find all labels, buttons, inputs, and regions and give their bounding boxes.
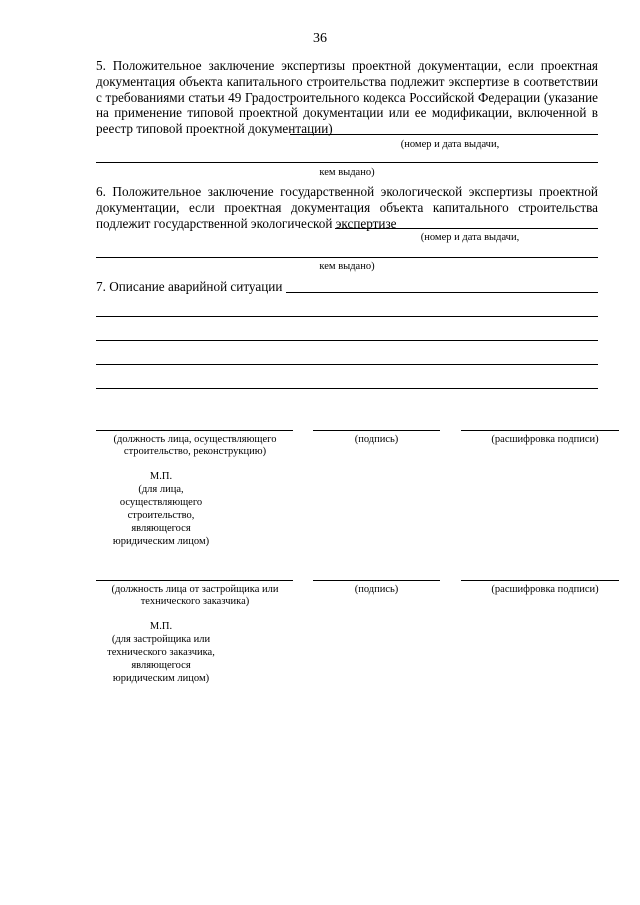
item-5-hint-issuer: кем выдано): [319, 167, 375, 178]
stamp-line: юридическим лицом): [112, 673, 210, 684]
item-5-text: [96, 58, 598, 137]
sign2-position-line[interactable]: [96, 580, 293, 581]
stamp-line: являющегося: [131, 523, 191, 534]
sign1-decoding-line[interactable]: [461, 430, 619, 431]
item-7-inline-field[interactable]: [286, 292, 598, 293]
stamp-line: М.П.: [149, 471, 173, 482]
item-6-hint-issuer: кем выдано): [319, 261, 375, 272]
item-7-line-2[interactable]: [96, 340, 598, 341]
sign1-signature-caption: (подпись): [354, 434, 399, 445]
stamp-line: (для застройщика или: [111, 634, 211, 645]
sign1-signature-line[interactable]: [313, 430, 440, 431]
stamp-line: (для лица,: [138, 484, 184, 495]
item-5-inline-field[interactable]: [290, 134, 598, 135]
item-7-line-3[interactable]: [96, 364, 598, 365]
stamp-line: юридическим лицом): [112, 536, 210, 547]
stamp-line: технического заказчика,: [107, 647, 215, 658]
item-5-field-line[interactable]: [96, 162, 598, 163]
sign2-signature-line[interactable]: [313, 580, 440, 581]
stamp-line: осуществляющего: [119, 497, 203, 508]
sign2-decoding-caption: (расшифровка подписи): [491, 584, 599, 595]
item-6-text: [96, 184, 598, 231]
page-number: 36: [313, 31, 327, 46]
sign2-decoding-line[interactable]: [461, 580, 619, 581]
sign1-stamp-note: [96, 470, 226, 548]
sign1-position-line[interactable]: [96, 430, 293, 431]
item-7-line-4[interactable]: [96, 388, 598, 389]
item-6-tail: подлежит государственной экологической экспертизе: [96, 215, 397, 231]
sign1-decoding-caption: (расшифровка подписи): [491, 434, 599, 445]
sign2-position-caption: (должность лица от застройщика или технического заказчика): [111, 584, 279, 607]
sign2-stamp-note: [96, 620, 226, 685]
stamp-line: являющегося: [131, 660, 191, 671]
item-6-field-line[interactable]: [96, 257, 598, 258]
item-5-tail: типовой проектной документации): [136, 121, 333, 137]
item-6-hint-number-date: (номер и дата выдачи,: [420, 232, 520, 243]
item-7-line-1[interactable]: [96, 316, 598, 317]
sign2-signature-caption: (подпись): [354, 584, 399, 595]
sign1-position-caption: (должность лица, осуществляющего строительство, реконструкцию): [113, 434, 277, 457]
stamp-line: строительство,: [127, 510, 195, 521]
stamp-line: М.П.: [149, 621, 173, 632]
item-5-body: 5. Положительное заключение экспертизы проектной документации, если проектная документация объекта капитального строительства подлежит экспертизе в соответствии с требованиями статьи 49 Градостроительного кодекса Российской Федерации (указание на применение типовой проектной документации или ее модификации, включенной в реестр: [96, 58, 598, 137]
item-5-hint-number-date: (номер и дата выдачи,: [400, 139, 500, 150]
item-6-inline-field[interactable]: [335, 228, 598, 229]
item-7-label: 7. Описание аварийной ситуации: [96, 279, 283, 294]
item-6-body: 6. Положительное заключение государственной экологической экспертизы проектной документации, если проектная документация объекта капитального строительства: [96, 184, 598, 215]
